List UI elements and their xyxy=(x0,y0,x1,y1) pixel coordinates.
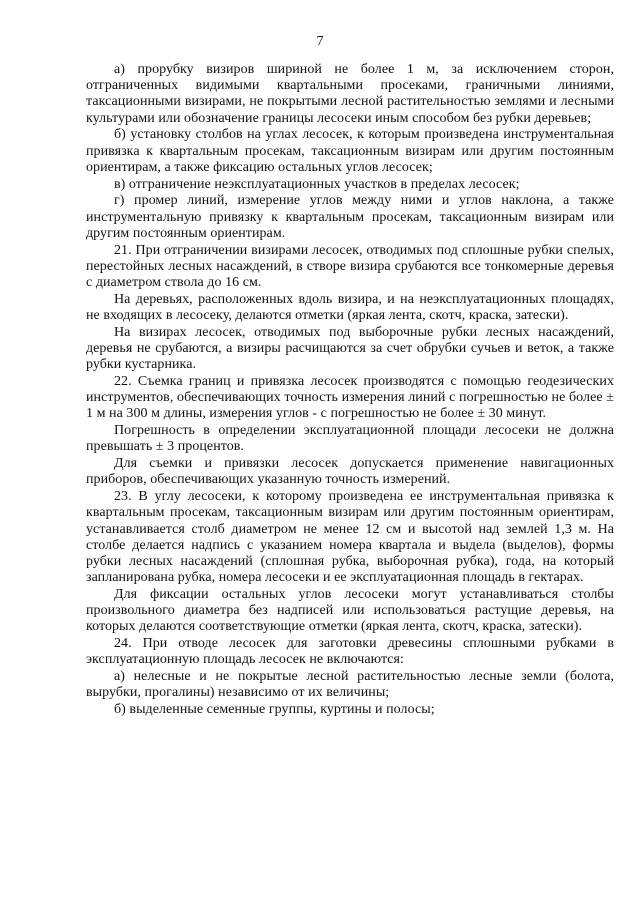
paragraph-22-error: Погрешность в определении эксплуатационной площади лесосеки не должна превышать ± 3 процентов. xyxy=(86,423,614,455)
paragraph-22-navigation: Для съемки и привязки лесосек допускается применение навигационных приборов, обеспечивающих указанную точность измерений. xyxy=(86,456,614,488)
paragraph-a-clearing: а) прорубку визиров шириной не более 1 м, за исключением сторон, отграниченных видимыми квартальными просеками, граничными линиями, таксационными визирами, не покрытыми лесной растительностью землями и лесными культурами или обозначение границы лесосеки иным способом без рубки деревьев; xyxy=(86,62,614,126)
paragraph-b-posts: б) установку столбов на углах лесосек, к которым произведена инструментальная привязка к квартальным просекам, таксационным визирам или другим постоянным ориентирам, а также фиксацию остальных углов лесосек; xyxy=(86,127,614,175)
paragraph-v-delimitation: в) отграничение неэксплуатационных участков в пределах лесосек; xyxy=(114,176,520,192)
paragraph-24: 24. При отводе лесосек для заготовки древесины сплошными рубками в эксплуатационную площадь лесосек не включаются: xyxy=(86,636,614,668)
paragraph-22: 22. Съемка границ и привязка лесосек производятся с помощью геодезических инструментов, обеспечивающих точность измерения линий с погрешностью не более ± 1 м на 300 м длины, измерения углов - с погрешностью не более ± 30 минут. xyxy=(86,374,614,422)
paragraph-21: 21. При отграничении визирами лесосек, отводимых под сплошные рубки спелых, перестойных лесных насаждений, в створе визира срубаются все тонкомерные деревья с диаметром ствола до 16 см. xyxy=(86,242,614,291)
paragraph-21-selective: На визирах лесосек, отводимых под выборочные рубки лесных насаждений, деревья не срубаются, а визиры расчищаются за счет обрубки сучьев и веток, а также рубки кустарника. xyxy=(86,324,614,373)
paragraph-24-a: а) нелесные и не покрытые лесной растительностью лесные земли (болота, вырубки, прогалины) независимо от их величины; xyxy=(86,669,614,701)
page-number: 7 xyxy=(316,34,324,49)
paragraph-24-b: б) выделенные семенные группы, куртины и полосы; xyxy=(114,702,435,718)
paragraph-23: 23. В углу лесосеки, к которому произведена ее инструментальная привязка к квартальным просекам, таксационным визирам или другим постоянным ориентирам, устанавливается столб диаметром не менее 12 см и высотой над землей 1,3 м. На столбе делается надпись с указанием номера квартала и выдела (выделов), формы рубки лесных насаждений (сплошная рубка, выборочная рубка), года, на который запланирована рубка, номера лесосеки и ее эксплуатационная площадь в гектарах. xyxy=(86,489,614,586)
paragraph-g-measurement: г) промер линий, измерение углов между ними и углов наклона, а также инструментальную привязку к квартальным просекам, таксационным визирам или другим постоянным ориентирам. xyxy=(86,193,614,241)
document-body xyxy=(86,62,614,718)
paragraph-23-corners: Для фиксации остальных углов лесосеки могут устанавливаться столбы произвольного диаметра без надписей или использоваться растущие деревья, на которых делаются соответствующие отметки (яркая лента, скотч, краска, затески). xyxy=(86,587,614,635)
paragraph-21-marks: На деревьях, расположенных вдоль визира, и на неэксплуатационных площадях, не входящих в лесосеку, делаются отметки (яркая лента, скотч, краска, затески). xyxy=(86,291,614,324)
